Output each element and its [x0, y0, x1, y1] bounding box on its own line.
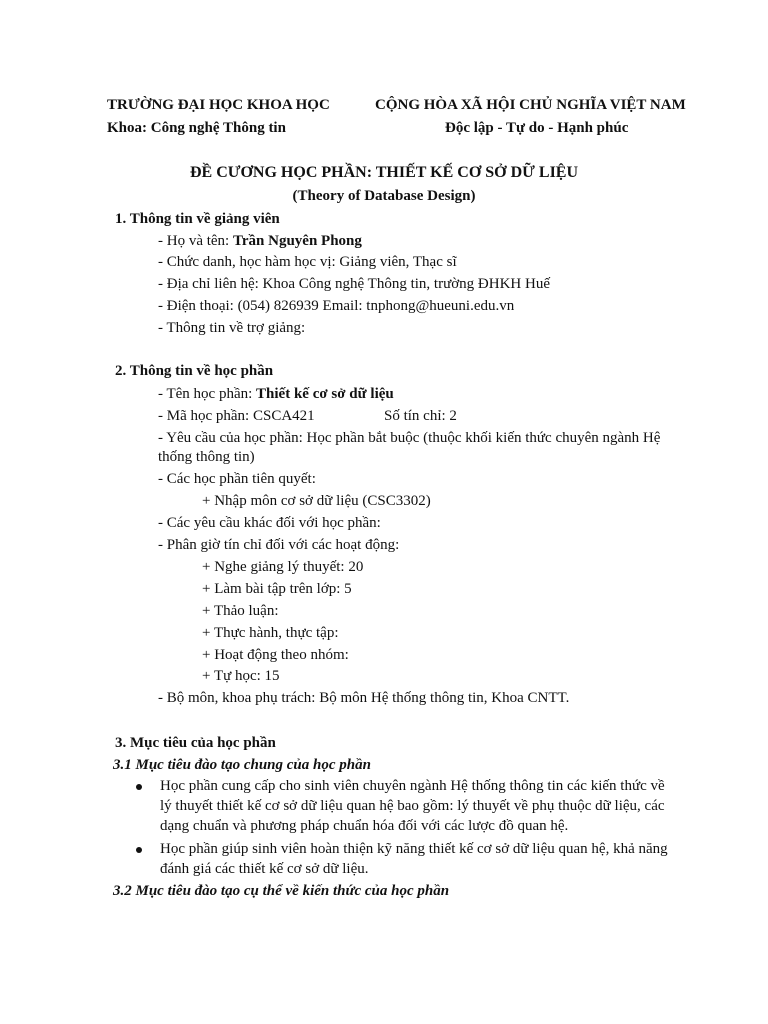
- faculty-name: Khoa: Công nghệ Thông tin: [107, 120, 286, 136]
- prerequisite-item: + Nhập môn cơ sở dữ liệu (CSC3302): [202, 493, 431, 509]
- bullet-dot-icon: [136, 784, 142, 790]
- course-requirement: - Yêu cầu của học phần: Học phần bắt buộc (thuộc khối kiến thức chuyên ngành Hệ: [158, 430, 661, 446]
- republic-name: CỘNG HÒA XÃ HỘI CHỦ NGHĨA VIỆT NAM: [375, 97, 686, 113]
- lecturer-title: - Chức danh, học hàm học vị: Giảng viên, Thạc sĩ: [158, 254, 457, 270]
- objective-1-line: dạng chuẩn và phương pháp chuẩn hóa đối với các lược đồ quan hệ.: [160, 818, 569, 834]
- subsection-3-1-heading: 3.1 Mục tiêu đào tạo chung của học phần: [113, 757, 371, 773]
- section-2-heading: 2. Thông tin về học phần: [115, 363, 274, 379]
- national-motto: Độc lập - Tự do - Hạnh phúc: [445, 120, 629, 136]
- objective-2-line: Học phần giúp sinh viên hoàn thiện kỹ năng thiết kế cơ sở dữ liệu quan hệ, khả năng: [160, 841, 668, 857]
- hours-item: + Hoạt động theo nhóm:: [202, 647, 349, 663]
- hours-item: + Nghe giảng lý thuyết: 20: [202, 559, 364, 575]
- assistant-info: - Thông tin về trợ giảng:: [158, 320, 306, 336]
- objective-1-line: lý thuyết thiết kế cơ sở dữ liệu quan hệ bao gồm: lý thuyết về phụ thuộc dữ liệu, các: [160, 798, 665, 814]
- objective-2-line: đánh giá các thiết kế cơ sở dữ liệu.: [160, 861, 369, 877]
- course-name: Thiết kế cơ sở dữ liệu: [256, 386, 394, 402]
- lecturer-contact: - Điện thoại: (054) 826939 Email: tnphong@hueuni.edu.vn: [158, 298, 515, 314]
- course-requirement-cont: thống thông tin): [158, 449, 255, 465]
- hours-item: + Làm bài tập trên lớp: 5: [202, 581, 352, 597]
- prerequisites-label: - Các học phần tiên quyết:: [158, 471, 316, 487]
- objective-1-line: Học phần cung cấp cho sinh viên chuyên ngành Hệ thống thông tin các kiến thức về: [160, 778, 665, 794]
- course-code: - Mã học phần: CSCA421: [158, 408, 315, 424]
- lecturer-name-row: [158, 232, 362, 250]
- hours-item: + Thực hành, thực tập:: [202, 625, 339, 641]
- school-name: TRƯỜNG ĐẠI HỌC KHOA HỌC: [107, 97, 330, 113]
- section-3-heading: 3. Mục tiêu của học phần: [115, 735, 276, 751]
- hours-item: + Thảo luận:: [202, 603, 279, 619]
- responsible-department: - Bộ môn, khoa phụ trách: Bộ môn Hệ thống thông tin, Khoa CNTT.: [158, 690, 570, 706]
- course-credits: Số tín chỉ: 2: [384, 408, 457, 424]
- hours-item: + Tự học: 15: [202, 668, 280, 684]
- document-subtitle: (Theory of Database Design): [292, 188, 476, 204]
- hours-allocation-label: - Phân giờ tín chỉ đối với các hoạt động:: [158, 537, 400, 553]
- course-name-label: - Tên học phần:: [158, 386, 257, 402]
- other-requirements: - Các yêu cầu khác đối với học phần:: [158, 515, 381, 531]
- bullet-dot-icon: [136, 847, 142, 853]
- lecturer-name: Trần Nguyên Phong: [232, 233, 362, 249]
- course-name-row: [158, 385, 394, 403]
- document-title: ĐỀ CƯƠNG HỌC PHẦN: THIẾT KẾ CƠ SỞ DỮ LIỆU: [189, 164, 579, 181]
- section-1-heading: 1. Thông tin về giảng viên: [115, 211, 280, 227]
- lecturer-name-label: - Họ và tên:: [158, 233, 233, 249]
- lecturer-address: - Địa chỉ liên hệ: Khoa Công nghệ Thông tin, trường ĐHKH Huế: [158, 276, 550, 292]
- subsection-3-2-heading: 3.2 Mục tiêu đào tạo cụ thể về kiến thức của học phần: [113, 883, 450, 899]
